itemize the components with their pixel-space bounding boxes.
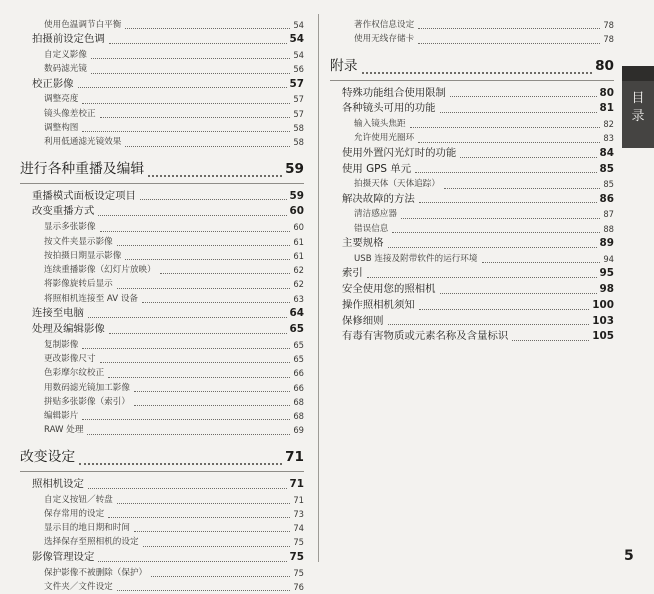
- toc-entry-page: 54: [293, 20, 304, 30]
- toc-subsection[interactable]: [330, 222, 614, 236]
- dot-leader: [117, 503, 291, 504]
- toc-subsection[interactable]: [20, 263, 304, 277]
- toc-entry-title: 附录: [330, 57, 358, 74]
- toc-entry-page: 73: [293, 508, 304, 519]
- toc-subsection[interactable]: [330, 177, 614, 191]
- toc-entry-page: 74: [293, 523, 304, 534]
- toc-subsection[interactable]: [20, 366, 304, 380]
- toc-entry-title: 编辑影片: [44, 411, 79, 422]
- toc-subsection[interactable]: [330, 18, 614, 32]
- dot-leader: [415, 172, 596, 173]
- toc-entry-page: 57: [293, 94, 304, 105]
- toc-entry-title: 清洁感应器: [354, 209, 397, 220]
- dot-leader: [88, 488, 287, 489]
- toc-entry-title: 连续重播影像（幻灯片放映）: [44, 265, 156, 276]
- toc-entry-title: 拍摄前设定色调: [32, 33, 105, 46]
- dot-leader: [125, 259, 290, 260]
- dot-leader: [82, 103, 290, 104]
- toc-subsection[interactable]: [20, 521, 304, 535]
- toc-entry-page: 98: [599, 282, 614, 295]
- toc-entry-title: 将照相机连接至 AV 设备: [44, 293, 139, 304]
- dot-leader: [134, 391, 290, 392]
- toc-entry-page: 82: [603, 119, 614, 130]
- toc-entry-title: USB 连接及附带软件的运行环境: [354, 253, 478, 264]
- toc-entry-title: 有毒有害物质或元素名称及含量标识: [342, 330, 509, 343]
- toc-entry-page: 86: [599, 192, 614, 205]
- toc-subsection[interactable]: [20, 62, 304, 76]
- dot-leader: [148, 175, 282, 177]
- toc-chapter[interactable]: [20, 156, 304, 184]
- dot-leader: [79, 463, 282, 465]
- toc-entry-page: 94: [603, 253, 614, 264]
- dot-leader: [401, 218, 600, 219]
- column-divider: [318, 14, 319, 562]
- toc-entry-page: 100: [592, 298, 614, 311]
- dot-leader: [82, 419, 290, 420]
- toc-entry-title: 保存常用的设定: [44, 508, 105, 519]
- dot-leader: [117, 245, 291, 246]
- dot-leader: [440, 293, 597, 294]
- toc-entry-page: 60: [293, 222, 304, 233]
- toc-entry-page: 75: [293, 567, 304, 578]
- toc-subsection[interactable]: [20, 409, 304, 423]
- toc-entry-title: 文件夹／文件设定: [44, 581, 113, 592]
- dot-leader: [419, 309, 590, 310]
- dot-leader: [125, 146, 290, 147]
- toc-entry-title: 拼贴多张影像（索引）: [44, 396, 130, 407]
- toc-entry-page: 66: [293, 382, 304, 393]
- toc-section[interactable]: [20, 189, 304, 205]
- toc-subsection[interactable]: [330, 131, 614, 145]
- toc-entry-title: 按文件夹显示影像: [44, 236, 113, 247]
- dot-leader: [362, 72, 592, 74]
- toc-entry-title: 将影像旋转后显示: [44, 279, 113, 290]
- toc-entry-page: 84: [599, 146, 614, 159]
- toc-section[interactable]: [20, 306, 304, 322]
- toc-entry-title: 调整构图: [44, 123, 79, 134]
- toc-section[interactable]: [330, 282, 614, 298]
- dot-leader: [108, 377, 290, 378]
- dot-leader: [151, 576, 290, 577]
- toc-entry-title: 使用色温调节白平衡: [44, 20, 122, 30]
- dot-leader: [460, 157, 596, 158]
- toc-entry-title: 连接至电脑: [32, 307, 84, 320]
- dot-leader: [440, 112, 597, 113]
- toc-entry-page: 71: [285, 448, 304, 465]
- toc-subsection[interactable]: [20, 18, 304, 32]
- toc-entry-page: 54: [293, 50, 304, 61]
- toc-subsection[interactable]: [20, 535, 304, 549]
- toc-entry-page: 75: [289, 550, 304, 563]
- toc-section[interactable]: [20, 77, 304, 93]
- dot-leader: [418, 28, 600, 29]
- toc-section[interactable]: [20, 322, 304, 338]
- dot-leader: [392, 232, 600, 233]
- dot-leader: [134, 405, 290, 406]
- toc-entry-title: 保护影像不被删除（保护）: [44, 567, 148, 578]
- dot-leader: [98, 561, 286, 562]
- toc-subsection[interactable]: [330, 252, 614, 266]
- toc-entry-title: 调整亮度: [44, 94, 79, 105]
- dot-leader: [418, 43, 600, 44]
- dot-leader: [140, 199, 287, 200]
- toc-section[interactable]: [330, 162, 614, 178]
- dot-leader: [125, 28, 290, 29]
- toc-subsection[interactable]: [20, 220, 304, 234]
- toc-subsection[interactable]: [20, 566, 304, 580]
- dot-leader: [450, 96, 597, 97]
- toc-section[interactable]: [330, 266, 614, 282]
- toc-entry-page: 64: [289, 307, 304, 320]
- toc-entry-title: 操作照相机须知: [342, 298, 415, 311]
- toc-entry-page: 80: [599, 86, 614, 99]
- dot-leader: [418, 142, 600, 143]
- toc-entry-page: 68: [293, 396, 304, 407]
- toc-entry-page: 56: [293, 64, 304, 75]
- toc-entry-page: 69: [293, 425, 304, 436]
- toc-entry-title: 显示多张影像: [44, 222, 96, 233]
- toc-subsection[interactable]: [20, 381, 304, 395]
- section-tab-label: 目录: [631, 91, 645, 124]
- toc-entry-title: RAW 处理: [44, 425, 84, 436]
- dot-leader: [82, 131, 290, 132]
- toc-subsection[interactable]: [20, 352, 304, 366]
- tab-band: [622, 66, 654, 81]
- toc-entry-title: 更改影像尺寸: [44, 353, 96, 364]
- toc-entry-page: 76: [293, 581, 304, 592]
- page-number: 5: [624, 548, 634, 564]
- toc-entry-title: 改变设定: [20, 448, 76, 465]
- toc-subsection[interactable]: [20, 92, 304, 106]
- toc-subsection[interactable]: [330, 117, 614, 131]
- dot-leader: [87, 434, 290, 435]
- toc-entry-title: 特殊功能组合使用限制: [342, 86, 446, 99]
- toc-entry-title: 选择保存至照相机的设定: [44, 537, 139, 548]
- dot-leader: [88, 317, 287, 318]
- toc-section[interactable]: [330, 146, 614, 162]
- toc-subsection[interactable]: [20, 135, 304, 149]
- toc-section[interactable]: [20, 32, 304, 48]
- dot-leader: [410, 127, 601, 128]
- toc-entry-page: 65: [293, 339, 304, 350]
- toc-section[interactable]: [20, 204, 304, 220]
- dot-leader: [419, 202, 597, 203]
- toc-entry-page: 65: [293, 353, 304, 364]
- toc-entry-page: 88: [603, 223, 614, 234]
- toc-entry-title: 利用低通滤光镜效果: [44, 137, 122, 148]
- toc-entry-page: 85: [603, 179, 614, 190]
- dot-leader: [367, 277, 597, 278]
- toc-entry-page: 89: [599, 237, 614, 250]
- toc-subsection[interactable]: [330, 207, 614, 221]
- toc-entry-title: 使用外置闪光灯时的功能: [342, 146, 457, 159]
- toc-entry-page: 61: [293, 236, 304, 247]
- dot-leader: [108, 517, 290, 518]
- toc-entry-page: 68: [293, 411, 304, 422]
- toc-chapter[interactable]: [330, 53, 614, 81]
- toc-entry-page: 83: [603, 133, 614, 144]
- toc-entry-page: 57: [289, 77, 304, 90]
- toc-entry-page: 58: [293, 123, 304, 134]
- dot-leader: [117, 590, 291, 591]
- toc-entry-title: 各种镜头可用的功能: [342, 102, 436, 115]
- dot-leader: [143, 546, 291, 547]
- toc-entry-page: 63: [293, 293, 304, 304]
- toc-entry-page: 95: [599, 267, 614, 280]
- toc-entry-title: 复制影像: [44, 339, 79, 350]
- toc-entry-title: 允许使用光圈环: [354, 133, 415, 144]
- dot-leader: [482, 262, 601, 263]
- toc-subsection[interactable]: [20, 507, 304, 521]
- toc-subsection[interactable]: [20, 338, 304, 352]
- dot-leader: [388, 247, 597, 248]
- toc-entry-page: 66: [293, 368, 304, 379]
- toc-entry-page: 62: [293, 279, 304, 290]
- toc-entry-page: 80: [595, 57, 614, 74]
- toc-entry-page: 54: [289, 33, 304, 46]
- toc-section[interactable]: [330, 298, 614, 314]
- toc-entry-title: 按拍摄日期显示影像: [44, 250, 122, 261]
- toc-entry-page: 59: [285, 160, 304, 177]
- toc-subsection[interactable]: [20, 235, 304, 249]
- toc-section[interactable]: [330, 101, 614, 117]
- toc-entry-title: 著作权信息设定: [354, 20, 415, 30]
- toc-left-column: [20, 18, 304, 594]
- toc-entry-page: 61: [293, 250, 304, 261]
- toc-entry-page: 65: [289, 322, 304, 335]
- toc-entry-title: 校正影像: [32, 77, 74, 90]
- toc-entry-page: 85: [599, 162, 614, 175]
- dot-leader: [82, 348, 290, 349]
- section-tab[interactable]: [622, 66, 654, 148]
- toc-entry-title: 重播模式面板设定项目: [32, 189, 136, 202]
- toc-subsection[interactable]: [20, 395, 304, 409]
- toc-entry-page: 75: [293, 537, 304, 548]
- dot-leader: [160, 273, 291, 274]
- toc-entry-page: 62: [293, 265, 304, 276]
- dot-leader: [388, 324, 590, 325]
- toc-entry-page: 58: [293, 137, 304, 148]
- toc-entry-title: 进行各种重播及编辑: [20, 160, 145, 177]
- toc-subsection[interactable]: [20, 121, 304, 135]
- toc-entry-page: 57: [293, 108, 304, 119]
- toc-section[interactable]: [330, 314, 614, 330]
- toc-chapter[interactable]: [20, 444, 304, 472]
- toc-section[interactable]: [330, 329, 614, 345]
- toc-section[interactable]: [20, 477, 304, 493]
- dot-leader: [100, 362, 291, 363]
- toc-entry-page: 59: [289, 189, 304, 202]
- toc-entry-title: 拍摄天体（天体追踪）: [354, 179, 440, 190]
- toc-entry-title: 解决故障的方法: [342, 192, 415, 205]
- toc-entry-page: 78: [603, 34, 614, 45]
- toc-entry-title: 改变重播方式: [32, 205, 95, 218]
- toc-subsection[interactable]: [20, 493, 304, 507]
- toc-entry-page: 87: [603, 209, 614, 220]
- toc-entry-title: 安全使用您的照相机: [342, 282, 436, 295]
- toc-entry-title: 照相机设定: [32, 477, 84, 490]
- dot-leader: [91, 73, 290, 74]
- toc-entry-title: 处理及编辑影像: [32, 322, 105, 335]
- toc-entry-page: 71: [289, 477, 304, 490]
- toc-subsection[interactable]: [20, 249, 304, 263]
- toc-subsection[interactable]: [20, 107, 304, 121]
- toc-entry-title: 索引: [342, 267, 363, 280]
- toc-entry-title: 影像管理设定: [32, 550, 95, 563]
- toc-entry-title: 保修细则: [342, 314, 384, 327]
- toc-entry-page: 71: [293, 494, 304, 505]
- toc-entry-title: 使用无线存储卡: [354, 34, 415, 45]
- toc-subsection[interactable]: [20, 423, 304, 437]
- dot-leader: [100, 231, 291, 232]
- toc-entry-title: 显示目的地日期和时间: [44, 523, 130, 534]
- toc-entry-title: 主要规格: [342, 237, 384, 250]
- toc-entry-page: 60: [289, 205, 304, 218]
- toc-entry-title: 数码滤光镜: [44, 64, 87, 75]
- toc-entry-page: 105: [592, 330, 614, 343]
- toc-entry-page: 81: [599, 102, 614, 115]
- dot-leader: [117, 288, 291, 289]
- dot-leader: [444, 188, 600, 189]
- toc-entry-title: 错误信息: [354, 223, 389, 234]
- toc-entry-title: 自定义影像: [44, 50, 87, 61]
- toc-entry-title: 自定义按钮／转盘: [44, 494, 113, 505]
- toc-subsection[interactable]: [330, 32, 614, 46]
- toc-entry-title: 输入镜头焦距: [354, 119, 406, 130]
- dot-leader: [109, 43, 287, 44]
- toc-section[interactable]: [330, 236, 614, 252]
- toc-entry-title: 使用 GPS 单元: [342, 162, 412, 175]
- toc-section[interactable]: [330, 86, 614, 102]
- toc-entry-title: 用数码滤光镜加工影像: [44, 382, 130, 393]
- dot-leader: [512, 340, 589, 341]
- toc-section[interactable]: [20, 550, 304, 566]
- toc-right-column: [330, 18, 614, 345]
- dot-leader: [134, 531, 290, 532]
- toc-subsection[interactable]: [20, 292, 304, 306]
- toc-entry-page: 103: [592, 314, 614, 327]
- dot-leader: [100, 117, 291, 118]
- toc-subsection[interactable]: [20, 277, 304, 291]
- dot-leader: [98, 215, 286, 216]
- dot-leader: [78, 87, 287, 88]
- dot-leader: [142, 302, 290, 303]
- toc-entry-title: 色彩摩尔纹校正: [44, 368, 105, 379]
- dot-leader: [109, 333, 287, 334]
- dot-leader: [91, 58, 290, 59]
- toc-subsection[interactable]: [20, 48, 304, 62]
- toc-section[interactable]: [330, 192, 614, 208]
- toc-entry-page: 78: [603, 20, 614, 30]
- toc-entry-title: 镜头像差校正: [44, 108, 96, 119]
